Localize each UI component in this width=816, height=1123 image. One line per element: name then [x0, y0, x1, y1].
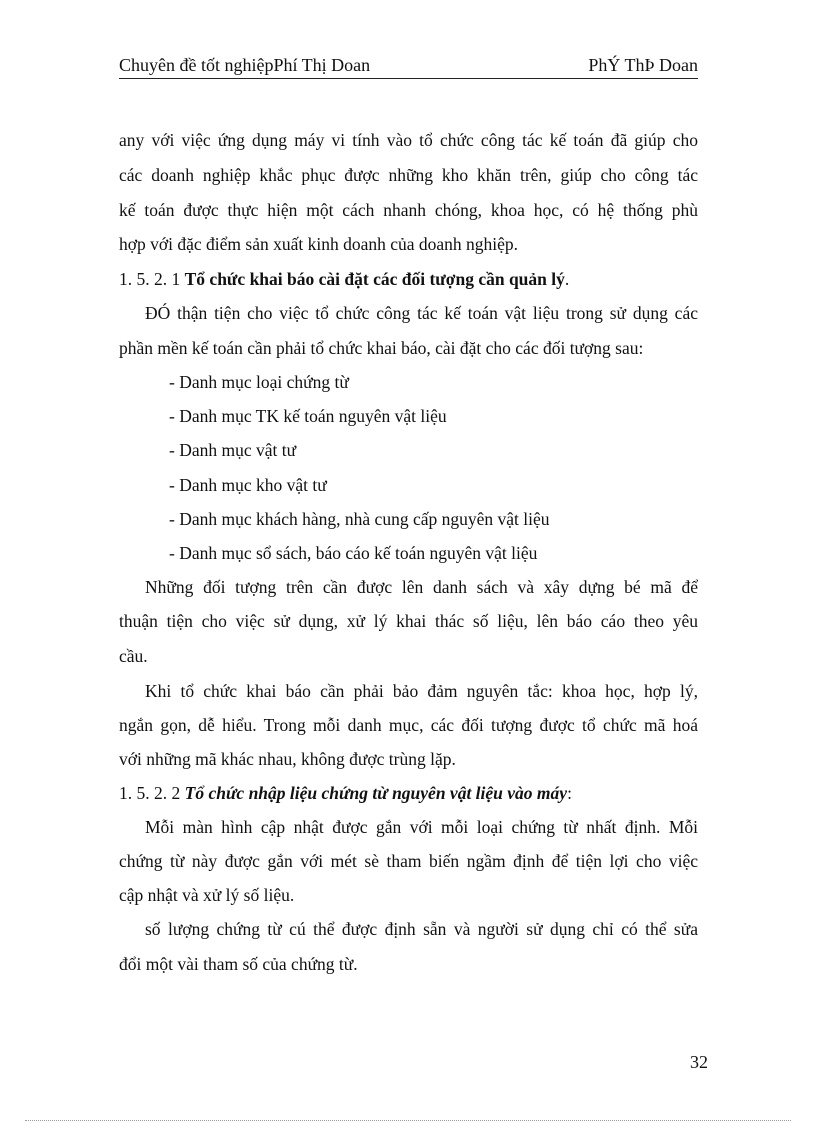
paragraph-line: Khi tổ chức khai báo cần phải bảo đảm nguyên tắc: khoa học, hợp lý, — [145, 681, 698, 701]
paragraph-line: cập nhật và xử lý số liệu. — [119, 885, 295, 905]
section-suffix: : — [567, 783, 572, 803]
section-number: 1. 5. 2. 2 — [119, 783, 181, 803]
paragraph-line: ngắn gọn, dễ hiểu. Trong mỗi danh mục, các đối tượng được tổ chức mã hoá — [119, 715, 698, 735]
paragraph-line: any với việc ứng dụng máy vi tính vào tổ chức công tác kế toán đã giúp cho — [119, 130, 698, 150]
paragraph-line: ĐÓ thận tiện cho việc tổ chức công tác kế toán vật liệu trong sử dụng các — [145, 303, 698, 323]
list-item: - Danh mục TK kế toán nguyên vật liệu — [169, 406, 447, 426]
page-number: 32 — [690, 1052, 708, 1072]
section-title: Tổ chức khai báo cài đặt các đối tượng cần quản lý — [184, 269, 565, 289]
paragraph-line: Mỗi màn hình cập nhật được gắn với mỗi loại chứng từ nhất định. Mỗi — [145, 817, 698, 837]
paragraph-line: phần mền kế toán cần phải tổ chức khai báo, cài đặt cho các đối tượng sau: — [119, 338, 644, 358]
list-item: - Danh mục khách hàng, nhà cung cấp nguyên vật liệu — [169, 509, 550, 529]
paragraph-line: đổi một vài tham số của chứng từ. — [119, 954, 358, 974]
section-suffix: . — [564, 269, 570, 289]
paragraph-line: các doanh nghiệp khắc phục được những kho khăn trên, giúp cho công tác — [119, 165, 698, 185]
paragraph-line: số lượng chứng từ cú thể được định sẵn và người sử dụng chỉ có thể sửa — [145, 919, 698, 939]
header-right: PhÝ ThÞ Doan — [588, 55, 698, 75]
paragraph-line: thuận tiện cho việc sử dụng, xử lý khai thác số liệu, lên báo cáo theo yêu — [119, 611, 698, 631]
paragraph-line: hợp với đặc điểm sản xuất kinh doanh của doanh nghiệp. — [119, 234, 519, 254]
list-item: - Danh mục kho vật tư — [169, 475, 327, 495]
paragraph-line: Những đối tượng trên cần được lên danh sách và xây dựng bé mã để — [145, 577, 698, 597]
section-title: Tổ chức nhập liệu chứng từ nguyên vật liệu vào máy — [184, 783, 568, 803]
paragraph-line: chứng từ này được gắn với mét sè tham biến ngầm định để tiện lợi cho việc — [119, 851, 698, 871]
section-heading-2 — [119, 782, 572, 804]
list-item: - Danh mục vật tư — [169, 440, 297, 460]
list-item: - Danh mục sổ sách, báo cáo kế toán nguyên vật liệu — [169, 543, 538, 563]
page-header — [119, 52, 698, 79]
paragraph-line: với những mã khác nhau, không được trùng lặp. — [119, 749, 456, 769]
section-heading-1 — [119, 268, 569, 290]
list-item: - Danh mục loại chứng từ — [169, 372, 349, 392]
section-number: 1. 5. 2. 1 — [119, 269, 181, 289]
paragraph-line: cầu. — [119, 646, 148, 666]
header-left: Chuyên đề tốt nghiệpPhí Thị Doan — [119, 55, 371, 75]
paragraph-line: kế toán được thực hiện một cách nhanh chóng, khoa học, có hệ thống phù — [119, 200, 698, 220]
